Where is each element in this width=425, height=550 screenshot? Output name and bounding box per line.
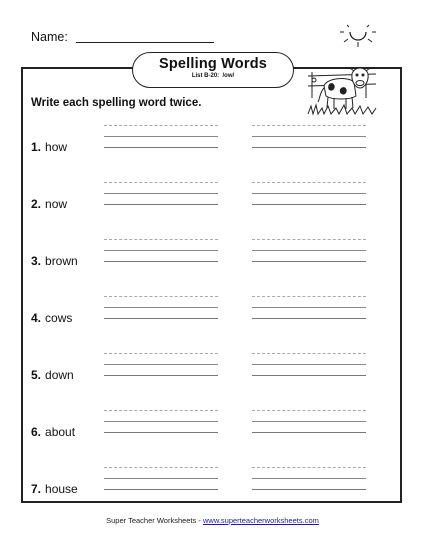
writing-line-2[interactable]	[252, 296, 366, 326]
list-subtitle	[133, 73, 293, 79]
word-number: 2.	[31, 197, 42, 211]
word-row	[31, 171, 391, 211]
word-row	[31, 114, 391, 154]
word-label	[31, 197, 67, 211]
word-label	[31, 254, 78, 268]
word-number: 5.	[31, 368, 42, 382]
name-label: Name:	[31, 30, 68, 44]
spelling-word: how	[45, 140, 68, 154]
spelling-word: cows	[45, 311, 73, 325]
footer	[0, 516, 425, 525]
writing-line-1[interactable]	[104, 239, 218, 269]
writing-line-2[interactable]	[252, 410, 366, 440]
writing-line-2[interactable]	[252, 125, 366, 155]
spelling-word: down	[45, 368, 74, 382]
footer-text: Super Teacher Worksheets -	[106, 516, 201, 525]
footer-link[interactable]: www.superteacherworksheets.com	[202, 516, 319, 525]
writing-line-2[interactable]	[252, 353, 366, 383]
word-number: 4.	[31, 311, 42, 325]
word-label	[31, 425, 75, 439]
page-title: Spelling Words	[158, 56, 268, 72]
word-label	[31, 368, 74, 382]
word-row	[31, 285, 391, 325]
word-number: 3.	[31, 254, 42, 268]
spelling-word: house	[45, 482, 78, 496]
sun-icon	[340, 22, 376, 50]
writing-line-1[interactable]	[104, 125, 218, 155]
writing-line-2[interactable]	[252, 182, 366, 212]
name-field[interactable]	[76, 42, 214, 43]
instructions: Write each spelling word twice.	[31, 97, 202, 109]
writing-line-1[interactable]	[104, 296, 218, 326]
word-row	[31, 228, 391, 268]
writing-line-1[interactable]	[104, 467, 218, 497]
word-row	[31, 342, 391, 382]
cow-illustration	[306, 58, 378, 118]
word-label	[31, 140, 67, 154]
spelling-word: about	[45, 425, 76, 439]
title-box	[132, 52, 294, 88]
writing-line-2[interactable]	[252, 239, 366, 269]
writing-line-1[interactable]	[104, 353, 218, 383]
word-row	[31, 456, 391, 496]
list-id: List B-20:	[191, 73, 220, 79]
writing-line-2[interactable]	[252, 467, 366, 497]
spelling-word: now	[45, 197, 68, 211]
spelling-word: brown	[45, 254, 78, 268]
word-label	[31, 311, 72, 325]
word-label	[31, 482, 78, 496]
word-number: 1.	[31, 140, 42, 154]
word-row	[31, 399, 391, 439]
word-number: 6.	[31, 425, 42, 439]
writing-line-1[interactable]	[104, 182, 218, 212]
list-sound: /ow/	[222, 73, 235, 79]
writing-line-1[interactable]	[104, 410, 218, 440]
word-number: 7.	[31, 482, 42, 496]
